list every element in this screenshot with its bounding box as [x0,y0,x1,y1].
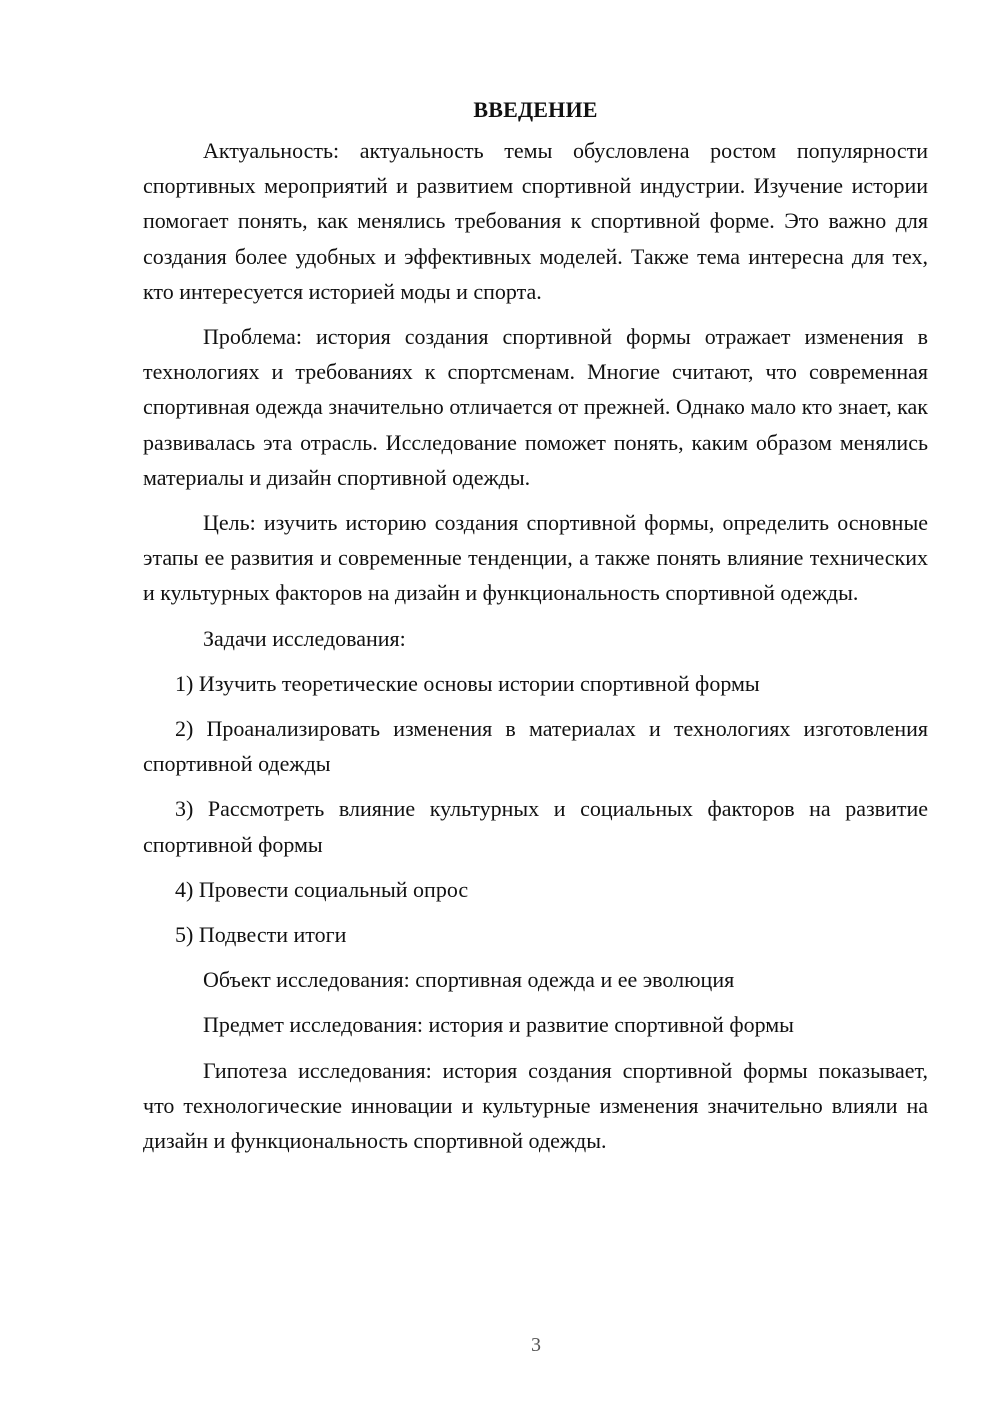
task-item-3: 3) Рассмотреть влияние культурных и социальных факторов на развитие спортивной формы [143,796,928,857]
paragraph-subject: Предмет исследования: история и развитие спортивной формы [203,1012,794,1038]
paragraph-goal: Цель: изучить историю создания спортивной формы, определить основные этапы ее развития и современные тенденции, а также понять влияние технических и культурных факторов на дизайн и функциональность спортивной одежды. [143,510,928,606]
document-page [143,92,928,1158]
paragraph-relevance: Актуальность: актуальность темы обусловлена ростом популярности спортивных мероприятий и развитием спортивной индустрии. Изучение истории помогает понять, как менялись требования к спортивной форме. Это важно для создания более удобных и эффективных моделей. Также тема интересна для тех, кто интересуется историей моды и спорта. [143,138,928,304]
task-item-1: 1) Изучить теоретические основы истории спортивной формы [175,670,760,696]
tasks-heading: Задачи исследования: [203,625,406,651]
task-item-5: 5) Подвести итоги [175,922,347,948]
paragraph-hypothesis: Гипотеза исследования: история создания спортивной формы показывает, что технологические инновации и культурные изменения значительно влияли на дизайн и функциональность спортивной одежды. [143,1057,928,1154]
task-item-2: 2) Проанализировать изменения в материалах и технологиях изготовления спортивной одежды [143,716,928,777]
paragraph-object: Объект исследования: спортивная одежда и ее эволюция [203,967,735,993]
page-number: 3 [531,1334,541,1356]
paragraph-problem: Проблема: история создания спортивной формы отражает изменения в технологиях и требованиях к спортсменам. Многие считают, что современная спортивная одежда значительно отличается от прежней. Однако мало кто знает, как развивалась эта отрасль. Исследование поможет понять, каким образом менялись материалы и дизайн спортивной одежды. [143,324,928,490]
page-title: ВВЕДЕНИЕ [473,97,598,122]
task-item-4: 4) Провести социальный опрос [175,876,469,902]
